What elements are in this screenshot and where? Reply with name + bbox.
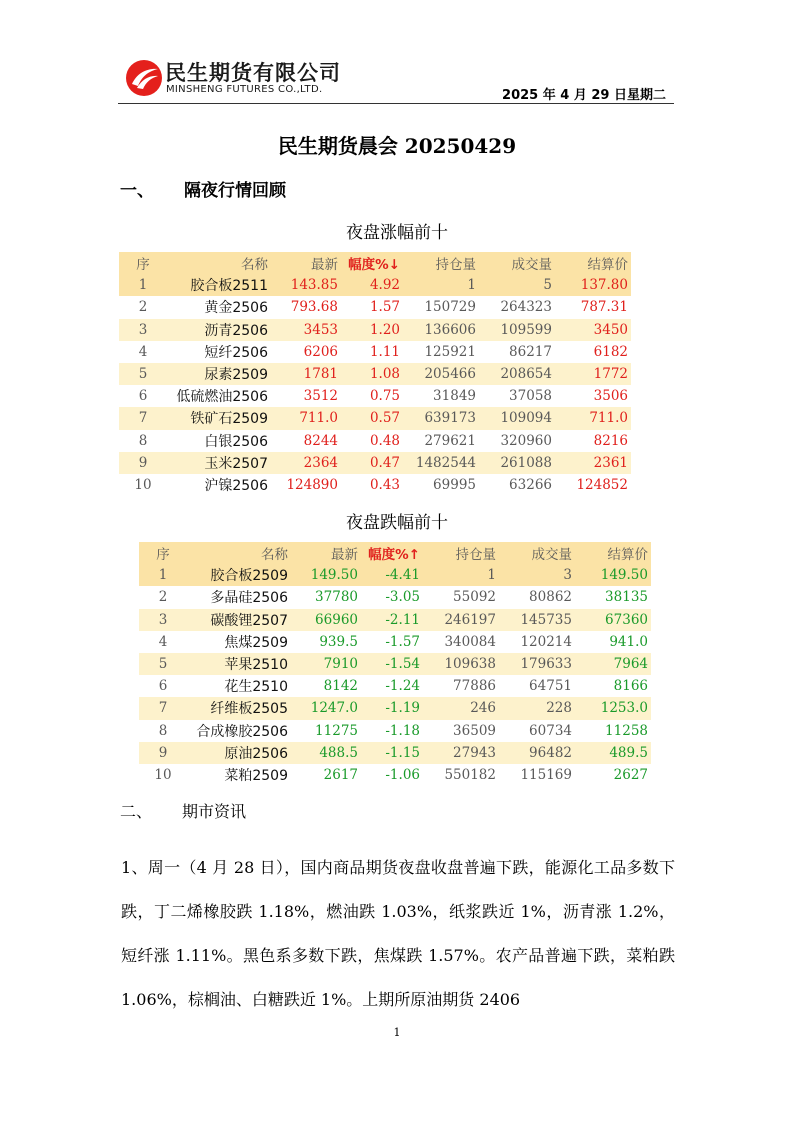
cell-volume: 109599 <box>479 319 555 341</box>
cell-open-interest: 55092 <box>423 586 499 608</box>
cell-rank: 7 <box>119 407 167 429</box>
cell-settle: 3506 <box>555 385 631 407</box>
header-date: 2025 年 4 月 29 日星期二 <box>502 88 666 103</box>
cell-volume: 96482 <box>499 742 575 764</box>
header-col-settle: 结算价 <box>575 542 651 564</box>
cell-latest: 66960 <box>291 609 361 631</box>
cell-rank: 1 <box>139 564 187 586</box>
section-title: 期市资讯 <box>182 802 247 821</box>
cell-latest: 488.5 <box>291 742 361 764</box>
cell-open-interest: 27943 <box>423 742 499 764</box>
cell-latest: 3453 <box>271 319 341 341</box>
cell-change: -2.11 <box>361 609 423 631</box>
cell-rank: 2 <box>139 586 187 608</box>
header-col-latest: 最新 <box>291 542 361 564</box>
cell-settle: 6182 <box>555 341 631 363</box>
cell-latest: 939.5 <box>291 631 361 653</box>
cell-change: -1.54 <box>361 653 423 675</box>
section-heading-2 <box>120 799 246 822</box>
cell-name: 苹果2510 <box>187 653 291 675</box>
section-number: 二、 <box>120 802 153 821</box>
cell-open-interest: 246197 <box>423 609 499 631</box>
header-divider <box>118 103 674 104</box>
cell-change: -1.19 <box>361 697 423 719</box>
cell-volume: 261088 <box>479 452 555 474</box>
cell-volume: 228 <box>499 697 575 719</box>
cell-settle: 8166 <box>575 675 651 697</box>
cell-latest: 7910 <box>291 653 361 675</box>
table-row <box>119 452 631 474</box>
document-title: 民生期货晨会 20250429 <box>277 134 517 158</box>
cell-rank: 8 <box>139 720 187 742</box>
cell-name: 纤维板2505 <box>187 697 291 719</box>
cell-rank: 10 <box>119 474 167 496</box>
cell-change: -4.41 <box>361 564 423 586</box>
cell-settle: 124852 <box>555 474 631 496</box>
header-col-name: 名称 <box>187 542 291 564</box>
table-row <box>119 296 631 318</box>
header-col-latest: 最新 <box>271 252 341 274</box>
cell-name: 短纤2506 <box>167 341 271 363</box>
cell-volume: 264323 <box>479 296 555 318</box>
cell-change: -1.18 <box>361 720 423 742</box>
header-col-volume: 成交量 <box>499 542 575 564</box>
cell-open-interest: 205466 <box>403 363 479 385</box>
cell-change: -1.06 <box>361 764 423 786</box>
cell-name: 尿素2509 <box>167 363 271 385</box>
cell-name: 胶合板2511 <box>167 274 271 296</box>
gainers-caption: 夜盘涨幅前十 <box>346 223 448 243</box>
cell-volume: 145735 <box>499 609 575 631</box>
table-row <box>139 720 651 742</box>
cell-open-interest: 77886 <box>423 675 499 697</box>
cell-latest: 1781 <box>271 363 341 385</box>
cell-volume: 208654 <box>479 363 555 385</box>
cell-settle: 3450 <box>555 319 631 341</box>
cell-rank: 6 <box>119 385 167 407</box>
cell-change: 0.47 <box>341 452 403 474</box>
gainers-table <box>119 252 631 496</box>
cell-name: 胶合板2509 <box>187 564 291 586</box>
cell-name: 白银2506 <box>167 430 271 452</box>
cell-open-interest: 639173 <box>403 407 479 429</box>
cell-name: 铁矿石2509 <box>167 407 271 429</box>
news-paragraph: 1、周一（4 月 28 日），国内商品期货夜盘收盘普遍下跌，能源化工品多数下跌，丁二烯橡胶跌 1.18%，燃油跌 1.03%，纸浆跌近 1%，沥青涨 1.2%，短纤涨 1.11%。黑色系多数下跌，焦煤跌 1.57%。农产品普遍下跌，菜粕跌 1.06%，棕榈油、白糖跌近 1%。上期所原油期货 2406 <box>121 858 675 1009</box>
table-row <box>119 341 631 363</box>
cell-open-interest: 279621 <box>403 430 479 452</box>
cell-settle: 8216 <box>555 430 631 452</box>
table-row <box>119 474 631 496</box>
cell-latest: 793.68 <box>271 296 341 318</box>
cell-rank: 2 <box>119 296 167 318</box>
cell-settle: 149.50 <box>575 564 651 586</box>
cell-name: 花生2510 <box>187 675 291 697</box>
table-header-row <box>119 252 631 274</box>
cell-change: 0.48 <box>341 430 403 452</box>
cell-volume: 60734 <box>499 720 575 742</box>
cell-latest: 1247.0 <box>291 697 361 719</box>
cell-settle: 11258 <box>575 720 651 742</box>
cell-open-interest: 36509 <box>423 720 499 742</box>
cell-latest: 711.0 <box>271 407 341 429</box>
cell-volume: 86217 <box>479 341 555 363</box>
company-name-en: MINSHENG FUTURES CO.,LTD. <box>166 84 323 95</box>
header-col-name: 名称 <box>167 252 271 274</box>
header-col-change: 幅度%↓ <box>341 252 403 274</box>
cell-open-interest: 69995 <box>403 474 479 496</box>
cell-change: -3.05 <box>361 586 423 608</box>
table-row <box>139 697 651 719</box>
cell-settle: 38135 <box>575 586 651 608</box>
cell-rank: 7 <box>139 697 187 719</box>
cell-change: 0.43 <box>341 474 403 496</box>
cell-change: -1.57 <box>361 631 423 653</box>
cell-settle: 2361 <box>555 452 631 474</box>
cell-name: 菜粕2509 <box>187 764 291 786</box>
table-row <box>139 564 651 586</box>
cell-volume: 320960 <box>479 430 555 452</box>
cell-change: 0.75 <box>341 385 403 407</box>
cell-change: 1.57 <box>341 296 403 318</box>
cell-latest: 8142 <box>291 675 361 697</box>
cell-name: 碳酸锂2507 <box>187 609 291 631</box>
cell-open-interest: 1 <box>403 274 479 296</box>
cell-latest: 11275 <box>291 720 361 742</box>
table-row <box>139 675 651 697</box>
cell-change: 0.57 <box>341 407 403 429</box>
table-row <box>139 609 651 631</box>
cell-volume: 80862 <box>499 586 575 608</box>
section-heading-1 <box>120 176 286 201</box>
header-col-open-interest: 持仓量 <box>403 252 479 274</box>
cell-volume: 5 <box>479 274 555 296</box>
section-number: 一、 <box>120 181 154 201</box>
cell-rank: 1 <box>119 274 167 296</box>
header-col-rank: 序 <box>119 252 167 274</box>
cell-settle: 67360 <box>575 609 651 631</box>
cell-open-interest: 340084 <box>423 631 499 653</box>
page-number: 1 <box>393 1026 401 1039</box>
cell-latest: 6206 <box>271 341 341 363</box>
losers-caption: 夜盘跌幅前十 <box>346 513 448 533</box>
cell-name: 原油2506 <box>187 742 291 764</box>
cell-latest: 2617 <box>291 764 361 786</box>
cell-settle: 1772 <box>555 363 631 385</box>
cell-open-interest: 150729 <box>403 296 479 318</box>
cell-change: -1.15 <box>361 742 423 764</box>
header-col-volume: 成交量 <box>479 252 555 274</box>
header-col-rank: 序 <box>139 542 187 564</box>
losers-table <box>139 542 651 786</box>
cell-volume: 120214 <box>499 631 575 653</box>
cell-latest: 2364 <box>271 452 341 474</box>
cell-name: 合成橡胶2506 <box>187 720 291 742</box>
cell-volume: 3 <box>499 564 575 586</box>
cell-change: 4.92 <box>341 274 403 296</box>
cell-volume: 64751 <box>499 675 575 697</box>
cell-latest: 124890 <box>271 474 341 496</box>
cell-rank: 8 <box>119 430 167 452</box>
table-row <box>139 742 651 764</box>
table-row <box>139 764 651 786</box>
table-row <box>119 274 631 296</box>
cell-volume: 115169 <box>499 764 575 786</box>
cell-name: 多晶硅2506 <box>187 586 291 608</box>
table-row <box>119 385 631 407</box>
table-row <box>119 319 631 341</box>
cell-rank: 3 <box>139 609 187 631</box>
cell-change: 1.20 <box>341 319 403 341</box>
table-row <box>139 631 651 653</box>
header-col-change: 幅度%↑ <box>361 542 423 564</box>
cell-change: -1.24 <box>361 675 423 697</box>
cell-rank: 5 <box>139 653 187 675</box>
cell-rank: 9 <box>119 452 167 474</box>
table-row <box>119 363 631 385</box>
cell-volume: 179633 <box>499 653 575 675</box>
cell-change: 1.11 <box>341 341 403 363</box>
cell-latest: 8244 <box>271 430 341 452</box>
cell-volume: 109094 <box>479 407 555 429</box>
cell-name: 焦煤2509 <box>187 631 291 653</box>
company-logo-icon <box>125 59 163 97</box>
table-row <box>139 653 651 675</box>
header-col-open-interest: 持仓量 <box>423 542 499 564</box>
cell-rank: 3 <box>119 319 167 341</box>
table-header-row <box>139 542 651 564</box>
cell-open-interest: 1 <box>423 564 499 586</box>
cell-settle: 7964 <box>575 653 651 675</box>
cell-settle: 2627 <box>575 764 651 786</box>
cell-latest: 3512 <box>271 385 341 407</box>
cell-change: 1.08 <box>341 363 403 385</box>
cell-open-interest: 125921 <box>403 341 479 363</box>
cell-settle: 489.5 <box>575 742 651 764</box>
cell-latest: 149.50 <box>291 564 361 586</box>
cell-open-interest: 136606 <box>403 319 479 341</box>
cell-settle: 1253.0 <box>575 697 651 719</box>
cell-latest: 37780 <box>291 586 361 608</box>
table-row <box>139 586 651 608</box>
cell-open-interest: 109638 <box>423 653 499 675</box>
table-row <box>119 430 631 452</box>
cell-name: 低硫燃油2506 <box>167 385 271 407</box>
company-name-cn: 民生期货有限公司 <box>165 61 341 85</box>
table-row <box>119 407 631 429</box>
cell-rank: 5 <box>119 363 167 385</box>
cell-settle: 787.31 <box>555 296 631 318</box>
cell-volume: 37058 <box>479 385 555 407</box>
section-title: 隔夜行情回顾 <box>184 181 286 201</box>
cell-rank: 4 <box>139 631 187 653</box>
cell-volume: 63266 <box>479 474 555 496</box>
cell-settle: 711.0 <box>555 407 631 429</box>
cell-settle: 941.0 <box>575 631 651 653</box>
header-col-settle: 结算价 <box>555 252 631 274</box>
cell-latest: 143.85 <box>271 274 341 296</box>
cell-open-interest: 246 <box>423 697 499 719</box>
cell-settle: 137.80 <box>555 274 631 296</box>
cell-name: 黄金2506 <box>167 296 271 318</box>
cell-rank: 9 <box>139 742 187 764</box>
cell-rank: 4 <box>119 341 167 363</box>
cell-open-interest: 1482544 <box>403 452 479 474</box>
cell-name: 沪镍2506 <box>167 474 271 496</box>
cell-rank: 10 <box>139 764 187 786</box>
cell-name: 沥青2506 <box>167 319 271 341</box>
cell-name: 玉米2507 <box>167 452 271 474</box>
cell-rank: 6 <box>139 675 187 697</box>
cell-open-interest: 31849 <box>403 385 479 407</box>
cell-open-interest: 550182 <box>423 764 499 786</box>
